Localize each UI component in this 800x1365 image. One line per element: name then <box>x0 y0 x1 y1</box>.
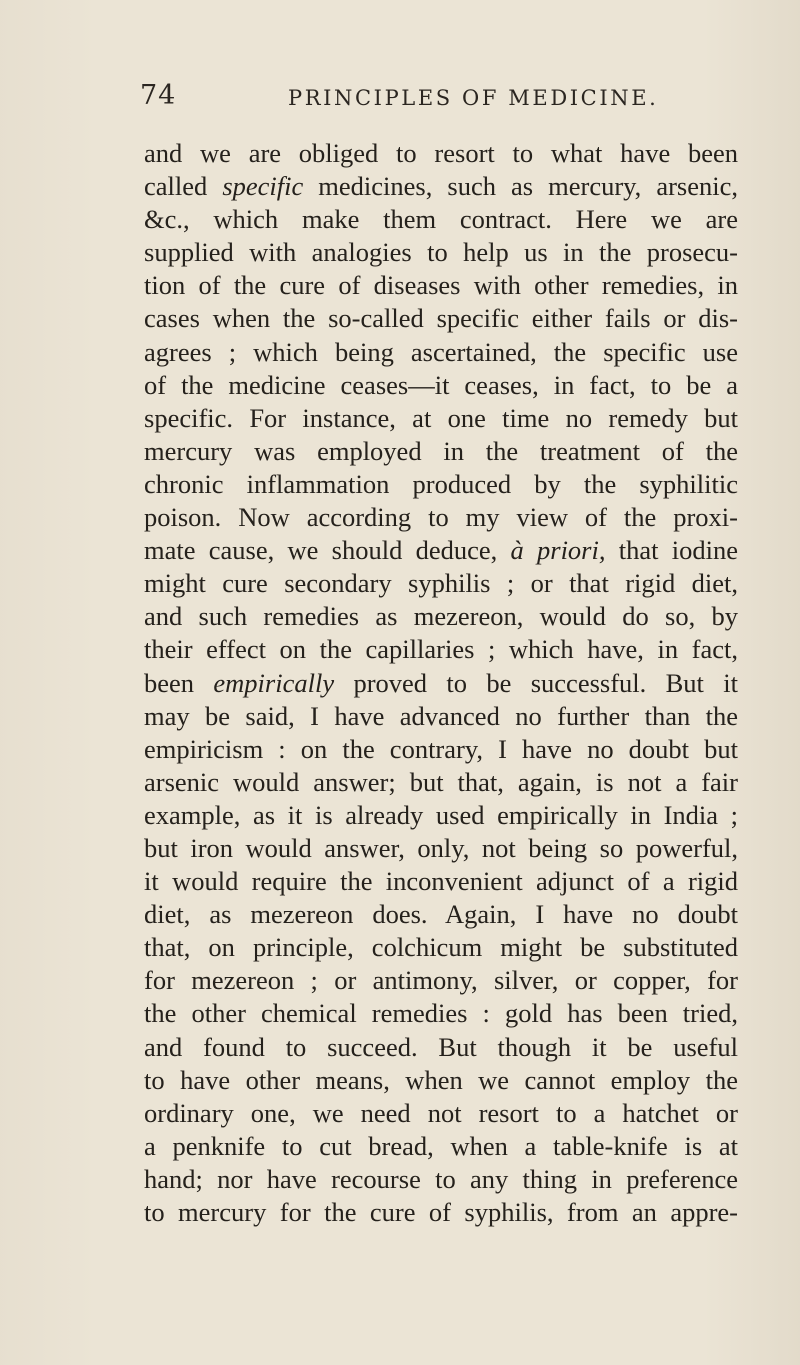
text-segment: proved to be successful. But it <box>334 667 738 698</box>
text-line <box>144 1097 738 1130</box>
text-segment: ordinary one, we need not resort to a hatchet or <box>144 1097 738 1128</box>
text-segment: of the medicine ceases—it ceases, in fact, to be a <box>144 369 738 400</box>
text-segment: supplied with analogies to help us in the prosecu- <box>144 237 738 268</box>
text-line <box>144 236 738 269</box>
text-line <box>144 567 738 600</box>
text-segment: diet, as mezereon does. Again, I have no doubt <box>144 899 738 930</box>
text-segment: hand; nor have recourse to any thing in preference <box>144 1163 738 1194</box>
text-segment: a penknife to cut bread, when a table-knife is at <box>144 1130 738 1161</box>
text-segment: arsenic would answer; but that, again, is not a fair <box>144 766 738 797</box>
text-line <box>144 468 738 501</box>
text-segment: chronic inflammation produced by the syphilitic <box>144 468 738 499</box>
text-line <box>144 1031 738 1064</box>
text-line <box>144 633 738 666</box>
text-line <box>144 865 738 898</box>
text-line <box>144 832 738 865</box>
text-segment: to mercury for the cure of syphilis, from an appre- <box>144 1197 738 1227</box>
text-segment: poison. Now according to my view of the proxi- <box>144 502 738 533</box>
italic-segment: specific <box>222 171 304 202</box>
text-segment: tion of the cure of diseases with other remedies, in <box>144 270 738 301</box>
text-segment: their effect on the capillaries ; which have, in fact, <box>144 634 738 665</box>
text-line <box>144 302 738 335</box>
text-segment: but iron would answer, only, not being so powerful, <box>144 832 738 863</box>
text-segment: it would require the inconvenient adjunct of a rigid <box>144 866 738 897</box>
text-segment: mercury was employed in the treatment of the <box>144 435 738 466</box>
text-line <box>144 733 738 766</box>
text-line <box>144 336 738 369</box>
text-segment: &c., which make them contract. Here we are <box>144 204 738 235</box>
text-segment: to have other means, when we cannot employ the <box>144 1064 738 1095</box>
text-line <box>144 369 738 402</box>
body-text <box>144 137 738 1229</box>
text-line <box>144 435 738 468</box>
text-segment: that, on principle, colchicum might be substituted <box>144 932 738 963</box>
text-segment: cases when the so-called specific either fails or dis- <box>144 303 738 334</box>
text-line <box>144 1130 738 1163</box>
text-segment: been <box>144 667 214 698</box>
text-segment: that iodine <box>605 535 738 566</box>
text-line <box>144 1196 738 1229</box>
text-line <box>144 1064 738 1097</box>
italic-segment: empirically <box>213 667 335 698</box>
text-segment: might cure secondary syphilis ; or that rigid diet, <box>144 568 738 599</box>
text-line <box>144 964 738 997</box>
text-line <box>144 170 738 203</box>
text-line <box>144 1163 738 1196</box>
italic-segment: à priori, <box>510 535 606 566</box>
running-head <box>140 80 740 120</box>
text-line <box>144 501 738 534</box>
text-line <box>144 203 738 236</box>
text-segment: agrees ; which being ascertained, the specific use <box>144 336 738 367</box>
text-segment: example, as it is already used empirically in India ; <box>144 799 738 830</box>
text-line <box>144 997 738 1030</box>
text-line <box>144 534 738 567</box>
text-segment: the other chemical remedies : gold has been tried, <box>144 998 738 1029</box>
text-line <box>144 137 738 170</box>
text-segment: medicines, such as mercury, arsenic, <box>303 171 738 202</box>
text-line <box>144 931 738 964</box>
text-line <box>144 600 738 633</box>
text-segment: empiricism : on the contrary, I have no doubt but <box>144 733 738 764</box>
text-line <box>144 766 738 799</box>
text-line <box>144 402 738 435</box>
text-segment: and such remedies as mezereon, would do so, by <box>144 601 738 632</box>
text-line <box>144 700 738 733</box>
text-line <box>144 269 738 302</box>
running-head-title: PRINCIPLES OF MEDICINE. <box>288 86 659 110</box>
text-segment: and we are obliged to resort to what have been <box>144 138 738 168</box>
text-line <box>144 799 738 832</box>
text-line <box>144 898 738 931</box>
text-segment: mate cause, we should deduce, <box>144 535 511 566</box>
text-line <box>144 667 738 700</box>
text-segment: called <box>144 171 223 202</box>
text-segment: and found to succeed. But though it be useful <box>144 1031 738 1062</box>
text-segment: may be said, I have advanced no further than the <box>144 700 738 731</box>
text-segment: specific. For instance, at one time no remedy but <box>144 402 738 433</box>
page-number: 74 <box>140 80 177 111</box>
text-segment: for mezereon ; or antimony, silver, or copper, for <box>144 965 738 996</box>
